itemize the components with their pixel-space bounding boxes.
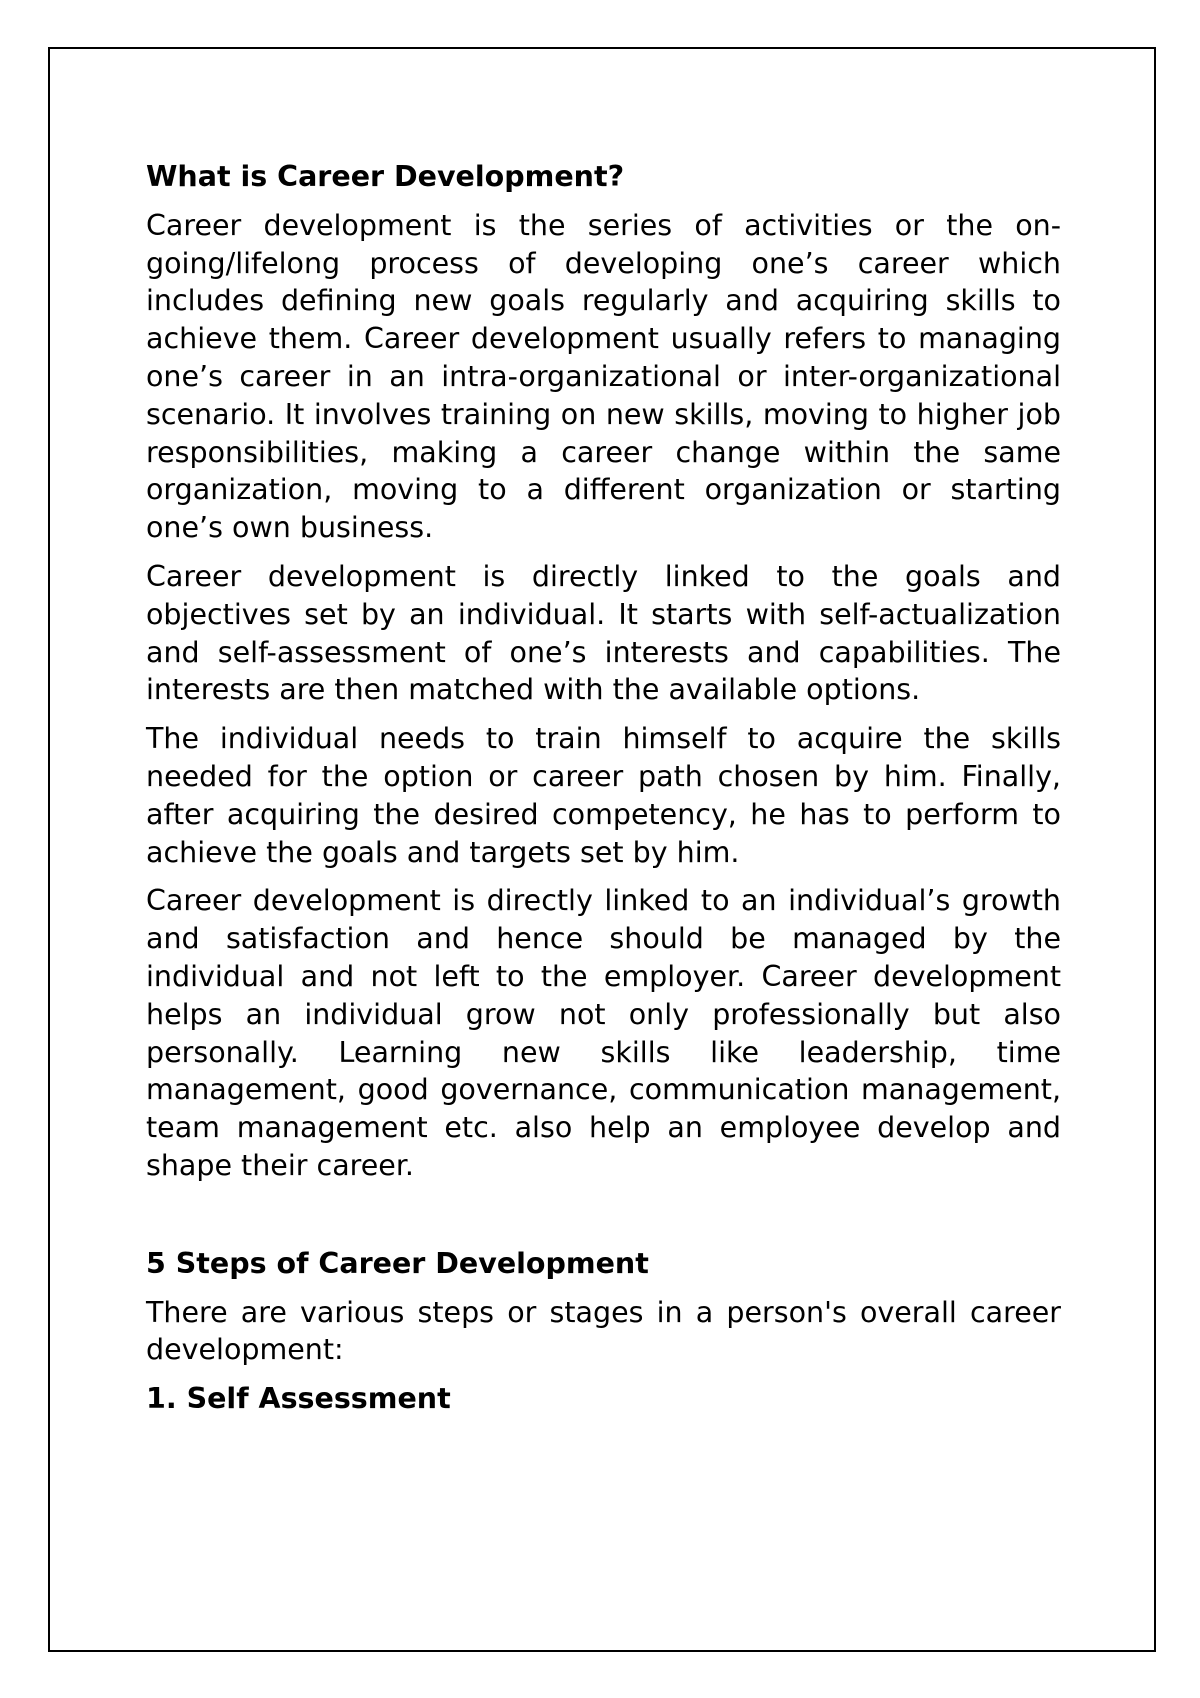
section-heading-career-development: What is Career Development?	[146, 160, 625, 193]
section-heading-five-steps: 5 Steps of Career Development	[146, 1246, 649, 1280]
paragraph: Career development is directly linked to an individual’s growth and satisfaction and hence should be managed by the individual and not left to the employer. Career development helps an individual grow not only professionally but also personally. Learning new skills like leadership, time management, good governance, communication management, team management etc. also help an employee develop and shape their career.	[146, 884, 1061, 1182]
paragraph: The individual needs to train himself to acquire the skills needed for the option or career path chosen by him. Finally, after acquiring the desired competency, he has to perform to achieve the goals and targets set by him.	[146, 722, 1061, 869]
document-body	[146, 158, 1061, 1418]
step-heading-self-assessment: 1. Self Assessment	[146, 1382, 451, 1416]
paragraph: Career development is directly linked to the goals and objectives set by an individual. It starts with self-actualization and self-assessment of one’s interests and capabilities. The interests are then matched with the available options.	[146, 559, 1061, 707]
paragraph-steps-intro: There are various steps or stages in a person's overall career development:	[146, 1295, 1061, 1367]
paragraph: Career development is the series of activities or the on-going/lifelong process of developing one’s career which includes defining new goals regularly and acquiring skills to achieve them. Career development usually refers to managing one’s career in an intra-organizational or inter-organizational scenario. It involves training on new skills, moving to higher job responsibilities, making a career change within the same organization, moving to a different organization or starting one’s own business.	[146, 208, 1061, 545]
